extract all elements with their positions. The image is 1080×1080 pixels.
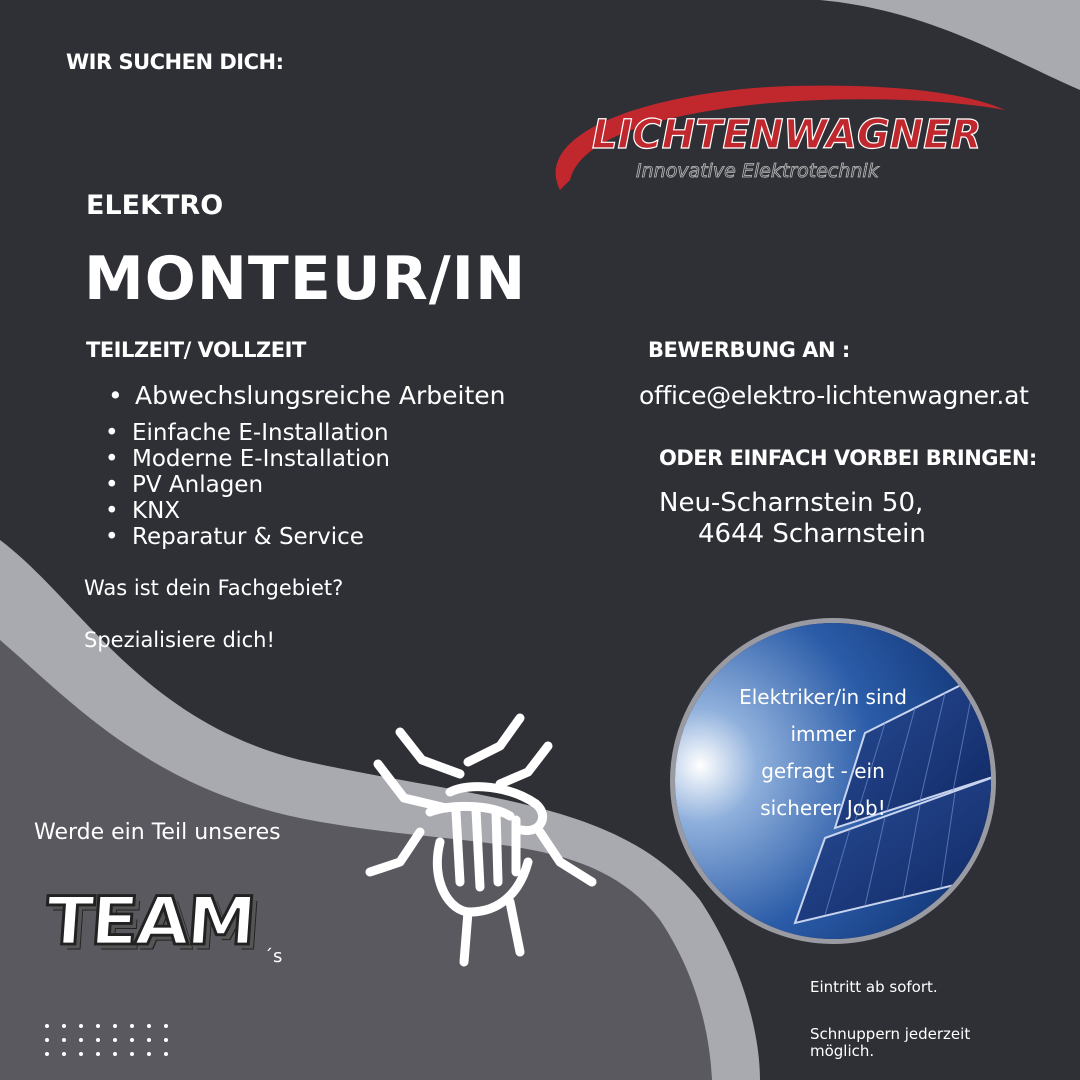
list-item-text: Reparatur & Service: [132, 524, 364, 550]
team-word: TEAM: [43, 882, 257, 960]
list-item-text: KNX: [132, 498, 181, 524]
hands-together-icon: [360, 712, 600, 972]
specialty-question: Was ist dein Fachgebiet?: [84, 576, 344, 600]
bullet-icon: •: [105, 420, 119, 446]
logo-brand: LICHTENWAGNER: [592, 112, 982, 158]
logo-subtitle: Innovative Elektrotechnik: [636, 160, 879, 182]
bullet-icon: •: [108, 381, 123, 410]
list-item: [105, 498, 390, 524]
team-suffix: ´s: [264, 946, 283, 967]
dropoff-heading: ODER EINFACH VORBEI BRINGEN:: [659, 446, 1037, 470]
specialize-text: Spezialisiere dich!: [84, 628, 275, 652]
solar-panel-image: [670, 618, 996, 944]
list-item: [105, 420, 390, 446]
feature-highlight-text: Abwechslungsreiche Arbeiten: [135, 381, 506, 410]
caption-line: sicherer Job!: [760, 796, 886, 820]
company-logo: [540, 70, 1010, 210]
dot-grid-icon: [44, 1022, 184, 1062]
start-date-text: Eintritt ab sofort.: [810, 978, 938, 996]
solar-caption: [675, 679, 971, 827]
bullet-icon: •: [105, 472, 119, 498]
caption-line: gefragt - ein: [761, 759, 885, 783]
apply-heading: BEWERBUNG AN :: [648, 338, 850, 362]
list-item-text: Moderne E-Installation: [132, 446, 390, 472]
caption-line: Elektriker/in sind: [739, 685, 907, 709]
employment-type: TEILZEIT/ VOLLZEIT: [86, 338, 306, 362]
join-team-text: Werde ein Teil unseres: [34, 820, 281, 845]
caption-line: immer: [790, 722, 856, 746]
feature-highlight: [108, 381, 506, 410]
bullet-icon: •: [105, 498, 119, 524]
tagline: WIR SUCHEN DICH:: [66, 50, 284, 74]
address-line-1: Neu-Scharnstein 50,: [659, 488, 924, 518]
application-email[interactable]: office@elektro-lichtenwagner.at: [639, 381, 1029, 410]
bullet-icon: •: [105, 446, 119, 472]
job-category: ELEKTRO: [86, 190, 224, 221]
trial-day-text: Schnuppern jederzeit möglich.: [810, 1025, 971, 1060]
job-title: MONTEUR/IN: [84, 244, 527, 314]
feature-list: [105, 420, 390, 550]
list-item-text: Einfache E-Installation: [132, 420, 389, 446]
list-item: [105, 524, 390, 550]
address-line-2: 4644 Scharnstein: [698, 519, 926, 549]
list-item: [105, 472, 390, 498]
list-item: [105, 446, 390, 472]
bullet-icon: •: [105, 524, 119, 550]
list-item-text: PV Anlagen: [132, 472, 264, 498]
